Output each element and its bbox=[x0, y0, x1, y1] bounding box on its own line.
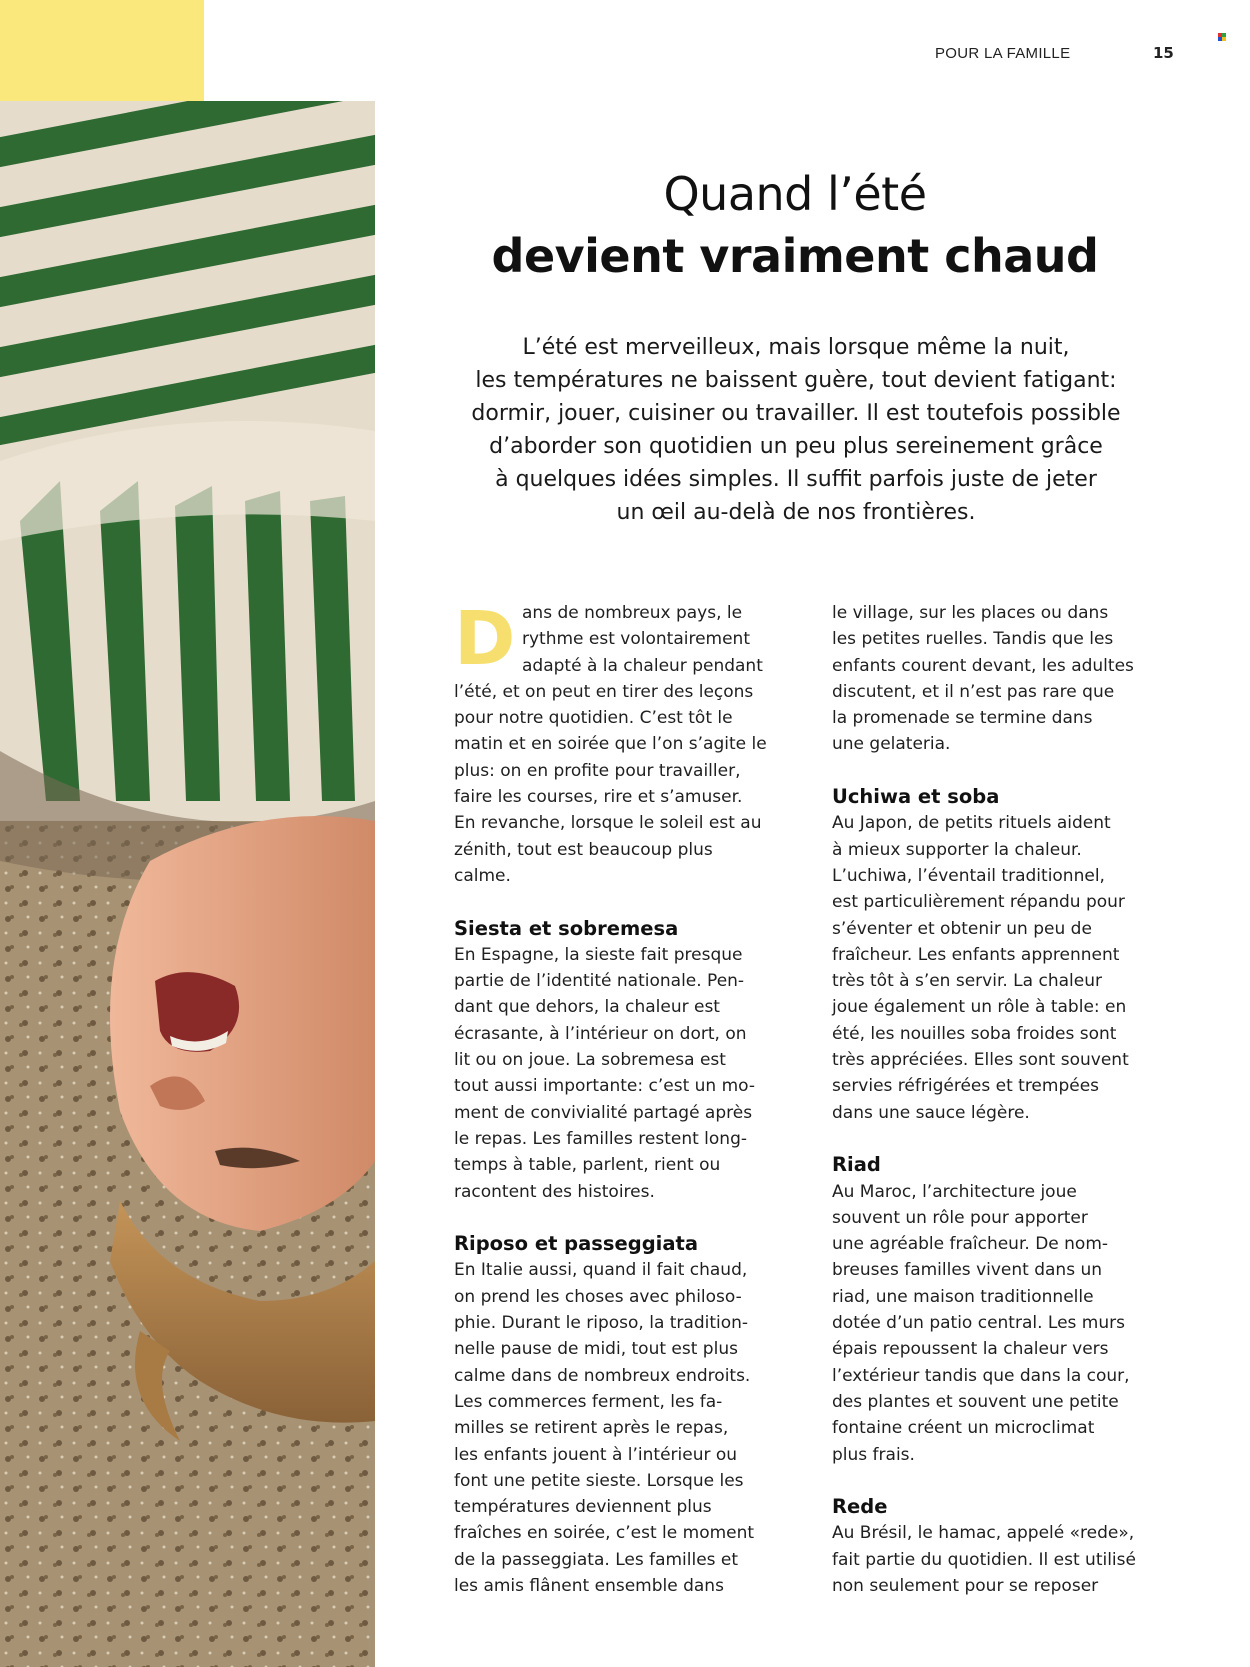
body-line: est particulièrement répandu pour bbox=[832, 892, 1125, 913]
body-line: riad, une maison traditionnelle bbox=[832, 1286, 1094, 1307]
article-title bbox=[420, 163, 1170, 287]
body-line: fraîches en soirée, c’est le moment bbox=[454, 1523, 755, 1544]
body-line: l’extérieur tandis que dans la cour, bbox=[832, 1365, 1130, 1386]
body-line: enfants courent devant, les adultes bbox=[832, 655, 1134, 676]
body-line: le village, sur les places ou dans bbox=[832, 603, 1109, 623]
body-line: lit ou on joue. La sobremesa est bbox=[454, 1050, 726, 1071]
body-line: rythme est volontairement bbox=[522, 629, 750, 650]
lead-line: dormir, jouer, cuisiner ou travailler. Il est toutefois possible bbox=[471, 401, 1121, 426]
body-line: zénith, tout est beaucoup plus bbox=[454, 839, 713, 860]
body-line: phie. Durant le riposo, la tradition- bbox=[454, 1313, 749, 1334]
body-line: Au Japon, de petits rituels aident bbox=[832, 813, 1111, 834]
body-line: les amis flânent ensemble dans bbox=[454, 1575, 724, 1596]
section-heading-riad: Riad bbox=[832, 1153, 881, 1177]
body-line: milles se retirent après le repas, bbox=[454, 1418, 729, 1439]
body-line: dant que dehors, la chaleur est bbox=[454, 997, 720, 1018]
lead-line: à quelques idées simples. Il suffit parfois juste de jeter bbox=[495, 467, 1097, 492]
body-line: épais repoussent la chaleur vers bbox=[832, 1339, 1109, 1360]
body-line: à mieux supporter la chaleur. bbox=[832, 839, 1082, 860]
section-heading-uchiwa: Uchiwa et soba bbox=[832, 785, 1000, 809]
body-line: fait partie du quotidien. Il est utilisé bbox=[832, 1549, 1136, 1570]
body-line: nelle pause de midi, tout est plus bbox=[454, 1339, 738, 1360]
body-line: Au Brésil, le hamac, appelé «rede», bbox=[832, 1523, 1135, 1544]
body-line: on prend les choses avec philoso- bbox=[454, 1286, 742, 1307]
body-line: de la passeggiata. Les familles et bbox=[454, 1549, 739, 1570]
body-line: l’été, et on peut en tirer des leçons bbox=[454, 681, 754, 702]
body-line: une gelateria. bbox=[832, 734, 951, 755]
body-line: racontent des histoires. bbox=[454, 1181, 655, 1202]
body-line: matin et en soirée que l’on s’agite le bbox=[454, 734, 767, 755]
body-line: des plantes et souvent une petite bbox=[832, 1391, 1119, 1412]
section-heading-siesta: Siesta et sobremesa bbox=[454, 916, 679, 940]
body-line: En Espagne, la sieste fait presque bbox=[454, 944, 743, 965]
body-line: dans une sauce légère. bbox=[832, 1102, 1030, 1123]
section-heading-riposo: Riposo et passeggiata bbox=[454, 1232, 698, 1256]
body-line: les enfants jouent à l’intérieur ou bbox=[454, 1444, 738, 1465]
body-line: très tôt à s’en servir. La chaleur bbox=[832, 971, 1102, 992]
column-right bbox=[832, 600, 1182, 1599]
body-line: ment de convivialité partagé après bbox=[454, 1102, 753, 1123]
body-line: la promenade se termine dans bbox=[832, 708, 1093, 729]
lead-line: L’été est merveilleux, mais lorsque même la nuit, bbox=[522, 335, 1070, 360]
body-line: été, les nouilles soba froides sont bbox=[832, 1023, 1117, 1044]
body-line: tout aussi importante: c’est un mo- bbox=[454, 1076, 756, 1097]
lead-line: un œil au-delà de nos frontières. bbox=[616, 500, 976, 525]
body-line: En Italie aussi, quand il fait chaud, bbox=[454, 1260, 748, 1281]
section-heading-rede: Rede bbox=[832, 1495, 888, 1519]
body-line: températures deviennent plus bbox=[454, 1497, 712, 1518]
body-line: dotée d’un patio central. Les murs bbox=[832, 1313, 1125, 1334]
body-line: fraîcheur. Les enfants apprennent bbox=[832, 944, 1120, 965]
yellow-corner-block bbox=[0, 0, 204, 101]
body-line: s’éventer et obtenir un peu de bbox=[832, 918, 1092, 939]
body-line: non seulement pour se reposer bbox=[832, 1575, 1099, 1596]
drop-cap: D bbox=[454, 596, 516, 682]
body-line: une agréable fraîcheur. De nom- bbox=[832, 1234, 1109, 1255]
print-color-mark-icon bbox=[1218, 33, 1226, 41]
body-line: servies réfrigérées et trempées bbox=[832, 1076, 1100, 1097]
lead-line: les températures ne baissent guère, tout devient fatigant: bbox=[475, 368, 1117, 393]
photo-image bbox=[0, 101, 375, 1667]
body-line: Les commerces ferment, les fa- bbox=[454, 1391, 723, 1412]
body-line: plus: on en profite pour travailler, bbox=[454, 760, 741, 781]
body-line: font une petite sieste. Lorsque les bbox=[454, 1470, 744, 1491]
body-line: breuses familles vivent dans un bbox=[832, 1260, 1103, 1281]
page-number: 15 bbox=[1153, 44, 1174, 62]
column-left bbox=[454, 596, 804, 1599]
body-line: fontaine créent un microclimat bbox=[832, 1418, 1095, 1439]
body-line: L’uchiwa, l’éventail traditionnel, bbox=[832, 865, 1105, 886]
body-line: écrasante, à l’intérieur on dort, on bbox=[454, 1023, 747, 1044]
lead-paragraph bbox=[418, 331, 1174, 529]
body-line: pour notre quotidien. C’est tôt le bbox=[454, 708, 733, 729]
body-line: En revanche, lorsque le soleil est au bbox=[454, 813, 762, 834]
body-line: plus frais. bbox=[832, 1444, 915, 1465]
title-line-2: devient vraiment chaud bbox=[491, 229, 1099, 283]
body-line: joue également un rôle à table: en bbox=[832, 997, 1127, 1018]
body-line: très appréciées. Elles sont souvent bbox=[832, 1050, 1129, 1071]
body-line: calme. bbox=[454, 865, 511, 886]
title-line-1: Quand l’été bbox=[663, 167, 927, 221]
body-line: temps à table, parlent, rient ou bbox=[454, 1155, 721, 1176]
body-line: souvent un rôle pour apporter bbox=[832, 1207, 1088, 1228]
body-line: adapté à la chaleur pendant bbox=[522, 655, 763, 676]
section-label: POUR LA FAMILLE bbox=[935, 45, 1071, 62]
body-line: ans de nombreux pays, le bbox=[522, 603, 743, 623]
body-line: partie de l’identité nationale. Pen- bbox=[454, 971, 745, 992]
body-line: faire les courses, rire et s’amuser. bbox=[454, 787, 743, 808]
lead-line: d’aborder son quotidien un peu plus sereinement grâce bbox=[489, 434, 1103, 459]
body-line: discutent, et il n’est pas rare que bbox=[832, 681, 1115, 702]
body-line: calme dans de nombreux endroits. bbox=[454, 1365, 751, 1386]
body-line: le repas. Les familles restent long- bbox=[454, 1128, 748, 1149]
body-line: les petites ruelles. Tandis que les bbox=[832, 629, 1114, 650]
body-line: Au Maroc, l’architecture joue bbox=[832, 1181, 1077, 1202]
